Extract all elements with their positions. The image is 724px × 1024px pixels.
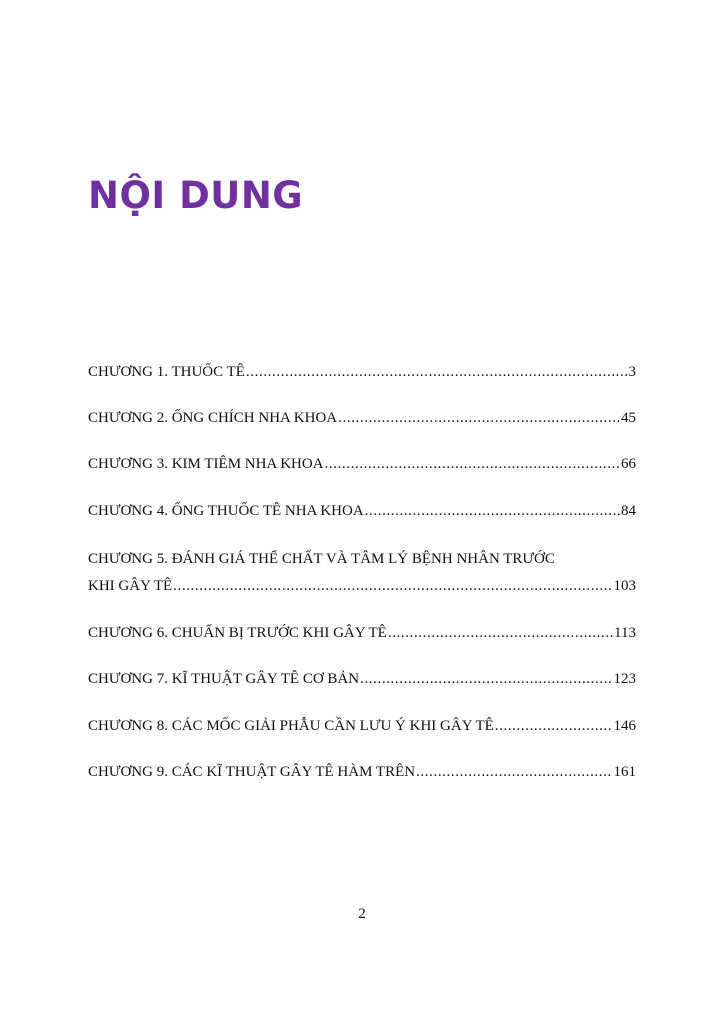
- dot-leader: [325, 452, 620, 476]
- toc-entry-label-line-1: CHƯƠNG 5. ĐÁNH GIÁ THỂ CHẤT VÀ TÂM LÝ BỆNH NHÂN TRƯỚC: [88, 551, 555, 567]
- toc-heading: NỘI DUNG: [88, 174, 304, 217]
- toc-entry-chapter-7[interactable]: [88, 667, 636, 691]
- toc-entry-chapter-4[interactable]: [88, 499, 636, 523]
- toc-entry-label: CHƯƠNG 4. ỐNG THUỐC TÊ NHA KHOA: [88, 503, 364, 519]
- toc-entry-page: 45: [621, 410, 636, 426]
- toc-entry-page: 66: [621, 456, 636, 472]
- toc-entry-label: CHƯƠNG 2. ỐNG CHÍCH NHA KHOA: [88, 410, 338, 426]
- toc-entry-page: 84: [621, 503, 636, 519]
- toc-entry-page: 3: [628, 364, 636, 380]
- dot-leader: [388, 621, 613, 645]
- dot-leader: [416, 760, 612, 784]
- toc-entry-chapter-3[interactable]: [88, 452, 636, 476]
- toc-entry-label: CHƯƠNG 9. CÁC KĨ THUẬT GÂY TÊ HÀM TRÊN: [88, 764, 416, 780]
- toc-entry-label: KHI GÂY TÊ: [88, 578, 173, 594]
- toc-entry-chapter-2[interactable]: [88, 406, 636, 430]
- dot-leader: [360, 667, 612, 691]
- toc-entry-chapter-1[interactable]: [88, 360, 636, 384]
- dot-leader: [338, 406, 620, 430]
- dot-leader: [365, 499, 620, 523]
- toc-entry-chapter-9[interactable]: [88, 760, 636, 784]
- toc-entry-label: CHƯƠNG 7. KĨ THUẬT GÂY TÊ CƠ BẢN: [88, 671, 360, 687]
- toc-entry-page: 123: [613, 671, 636, 687]
- dot-leader: [495, 714, 613, 738]
- dot-leader: [173, 574, 612, 598]
- toc-entry-chapter-8[interactable]: [88, 714, 636, 738]
- toc-entry-label: CHƯƠNG 1. THUỐC TÊ: [88, 364, 245, 380]
- dot-leader: [246, 360, 628, 384]
- toc-entry-page: 146: [613, 718, 636, 734]
- toc-entry-label: CHƯƠNG 8. CÁC MỐC GIẢI PHẪU CẦN LƯU Ý KHI GÂY TÊ: [88, 718, 494, 734]
- page-number: 2: [358, 906, 366, 922]
- toc-entry-label: CHƯƠNG 3. KIM TIÊM NHA KHOA: [88, 456, 324, 472]
- toc-entry-page: 161: [613, 764, 636, 780]
- toc-entry-chapter-6[interactable]: [88, 621, 636, 645]
- toc-entry-label: CHƯƠNG 6. CHUẨN BỊ TRƯỚC KHI GÂY TÊ: [88, 625, 387, 641]
- toc-entry-page: 113: [614, 625, 636, 641]
- toc-entry-page: 103: [613, 578, 636, 594]
- toc-entry-chapter-5[interactable]: [88, 544, 636, 598]
